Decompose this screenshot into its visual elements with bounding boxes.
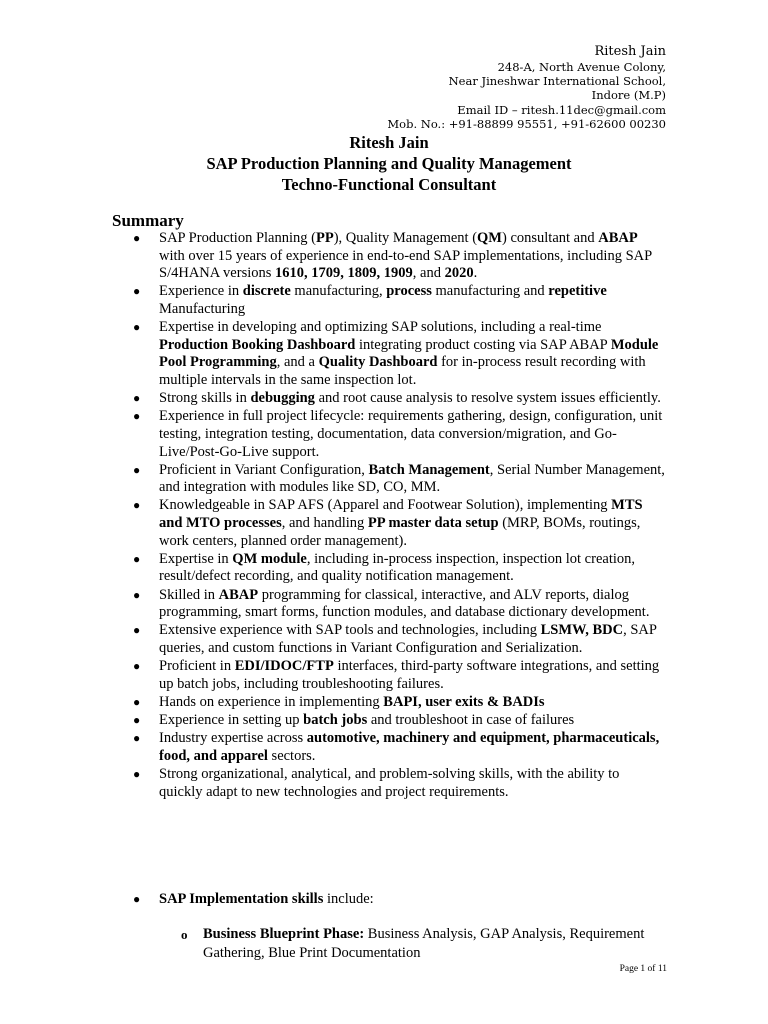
- summary-item: [113, 694, 665, 712]
- summary-item: [113, 319, 665, 389]
- summary-item: [113, 622, 665, 657]
- bold-text: batch jobs: [303, 712, 368, 729]
- text-run: SAP Production Planning (: [159, 230, 316, 246]
- address-line-1: 248-A, North Avenue Colony,: [497, 60, 666, 74]
- resume-header: [0, 132, 768, 195]
- email-line: Email ID – ritesh.11dec@gmail.com: [457, 102, 666, 117]
- summary-item: [113, 730, 665, 765]
- bold-text: 2020: [444, 265, 474, 282]
- address-line-2: Near Jineshwar International School,: [448, 74, 666, 89]
- bold-text: BAPI, user exits & BADIs: [383, 693, 545, 710]
- skills-item: [113, 891, 665, 909]
- summary-item: [113, 712, 665, 730]
- bullet-icon: ●: [133, 284, 141, 299]
- address-line-3: Indore (M.P): [591, 88, 666, 103]
- text-run: (MRP, BOMs, routings, work centers, planned order management).: [159, 515, 641, 549]
- bold-text: EDI/IDOC/FTP: [234, 658, 334, 675]
- text-run: Strong skills in: [159, 390, 251, 407]
- bold-text: Batch Management: [368, 461, 490, 478]
- bullet-icon: ●: [133, 713, 141, 728]
- mobile-line: Mob. No.: +91-88899 95551, +91-62600 00230: [387, 116, 666, 131]
- bold-text: PP master data setup: [367, 515, 499, 532]
- bullet-icon: o: [181, 927, 188, 942]
- summary-heading: Summary: [112, 211, 184, 230]
- bold-text: Business Blueprint Phase:: [203, 926, 365, 942]
- text-run: include:: [323, 891, 374, 907]
- skills-sub-list: [159, 925, 665, 963]
- text-run: Business Analysis, GAP Analysis, Requirement Gathering, Blue Print Documentation: [203, 926, 645, 961]
- bullet-icon: ●: [133, 731, 141, 746]
- bold-text: repetitive: [548, 283, 607, 300]
- text-run: manufacturing,: [290, 283, 387, 300]
- text-run: Manufacturing: [159, 300, 246, 317]
- bold-text: Module Pool Programming: [159, 336, 659, 371]
- text-run: , and handling: [281, 515, 368, 532]
- job-title-line-1: SAP Production Planning and Quality Management: [206, 154, 572, 173]
- bold-text: debugging: [250, 390, 315, 407]
- text-run: programming for classical, interactive, and ALV reports, dialog programming, smart forms, function modules, and database dictionary development.: [159, 586, 650, 621]
- bullet-icon: ●: [133, 551, 141, 566]
- text-run: and root cause analysis to resolve system issues efficiently.: [314, 390, 661, 407]
- summary-item: [113, 497, 665, 550]
- text-run: sectors.: [267, 747, 316, 764]
- bullet-icon: ●: [133, 587, 141, 602]
- address-name: Ritesh Jain: [594, 44, 666, 59]
- bold-text: QM: [477, 230, 502, 246]
- bullet-icon: ●: [133, 231, 141, 245]
- skills-sub-item: [159, 925, 665, 963]
- bold-text: LSMW, BDC: [540, 622, 624, 639]
- summary-item: [113, 390, 665, 408]
- text-run: , Serial Number Management, and integration with modules like SD, CO, MM.: [159, 461, 665, 496]
- bullet-icon: ●: [133, 694, 141, 709]
- bold-text: automotive, machinery and equipment, pharmaceuticals, food, and apparel: [159, 730, 660, 764]
- skills-list: [113, 891, 665, 909]
- text-run: Extensive experience with SAP tools and technologies, including: [159, 622, 541, 639]
- bold-text: 1610, 1709, 1809, 1909: [275, 265, 413, 282]
- bullet-icon: ●: [133, 623, 141, 638]
- text-run: Strong organizational, analytical, and problem-solving skills, with the ability to quickly adapt to new technologies and project requirements.: [159, 766, 620, 800]
- bullet-icon: ●: [133, 498, 141, 513]
- bullet-icon: ●: [133, 462, 141, 477]
- page-number: Page 1 of 11: [619, 964, 667, 974]
- text-run: Knowledgeable in SAP AFS (Apparel and Footwear Solution), implementing: [159, 497, 612, 514]
- bold-text: Quality Dashboard: [318, 354, 438, 371]
- contact-address-block: [387, 44, 666, 131]
- summary-item: [113, 551, 665, 586]
- text-run: .: [473, 265, 478, 282]
- text-run: ), Quality Management (: [333, 230, 478, 246]
- candidate-name: Ritesh Jain: [349, 133, 429, 152]
- bold-text: ABAP: [218, 586, 259, 603]
- text-run: Hands on experience in implementing: [159, 693, 384, 710]
- text-run: Expertise in developing and optimizing SAP solutions, including a real-time: [159, 319, 602, 336]
- bold-text: process: [386, 283, 432, 300]
- text-run: integrating product costing via SAP ABAP: [355, 336, 611, 353]
- bold-text: ABAP: [598, 230, 638, 246]
- bold-text: discrete: [242, 283, 291, 300]
- bullet-icon: ●: [133, 409, 141, 424]
- text-run: Proficient in: [159, 658, 235, 675]
- text-run: Experience in setting up: [159, 712, 304, 729]
- text-run: ) consultant and: [502, 230, 599, 246]
- bold-text: SAP Implementation skills: [159, 891, 324, 907]
- text-run: Expertise in: [159, 550, 233, 567]
- text-run: Experience in: [159, 283, 243, 300]
- text-run: , and: [412, 265, 445, 282]
- bold-text: PP: [315, 230, 334, 246]
- summary-item: [113, 658, 665, 693]
- text-run: Experience in full project lifecycle: requirements gathering, design, configuration, unit testing, integration testing, documentation, data conversion/migration, and Go-Live/Post-Go-Live support.: [159, 408, 663, 460]
- text-run: and troubleshoot in case of failures: [367, 712, 575, 729]
- job-title-line-2: Techno-Functional Consultant: [281, 175, 497, 194]
- bullet-icon: ●: [133, 767, 141, 782]
- text-run: for in-process result recording with multiple intervals in the same inspection lot.: [159, 354, 646, 388]
- bold-text: QM module: [232, 550, 307, 567]
- text-run: Proficient in Variant Configuration,: [159, 461, 369, 478]
- bullet-icon: ●: [133, 659, 141, 674]
- summary-item: [113, 408, 665, 461]
- text-run: Skilled in: [159, 586, 219, 603]
- summary-list: [113, 230, 665, 802]
- summary-item: [113, 283, 665, 318]
- bold-text: MTS and MTO processes: [159, 497, 643, 532]
- text-run: , including in-process inspection, inspection lot creation, result/defect recording, and quality notification management.: [159, 550, 636, 585]
- summary-item: [113, 462, 665, 497]
- text-run: Industry expertise across: [159, 730, 307, 747]
- text-run: with over 15 years of experience in end-to-end SAP implementations, including SAP S/4HANA versions: [159, 247, 652, 282]
- text-run: manufacturing and: [431, 283, 549, 300]
- text-run: interfaces, third-party software integrations, and setting up batch jobs, including troubleshooting failures.: [159, 658, 660, 692]
- bullet-icon: ●: [133, 391, 141, 406]
- bold-text: Production Booking Dashboard: [159, 336, 356, 353]
- bullet-icon: ●: [133, 892, 141, 906]
- bullet-icon: ●: [133, 320, 141, 335]
- summary-item: [113, 766, 665, 801]
- summary-item: [113, 230, 665, 283]
- text-run: , and a: [276, 354, 319, 371]
- text-run: , SAP queries, and custom functions in Variant Configuration and Serialization.: [159, 622, 657, 656]
- summary-item: [113, 587, 665, 622]
